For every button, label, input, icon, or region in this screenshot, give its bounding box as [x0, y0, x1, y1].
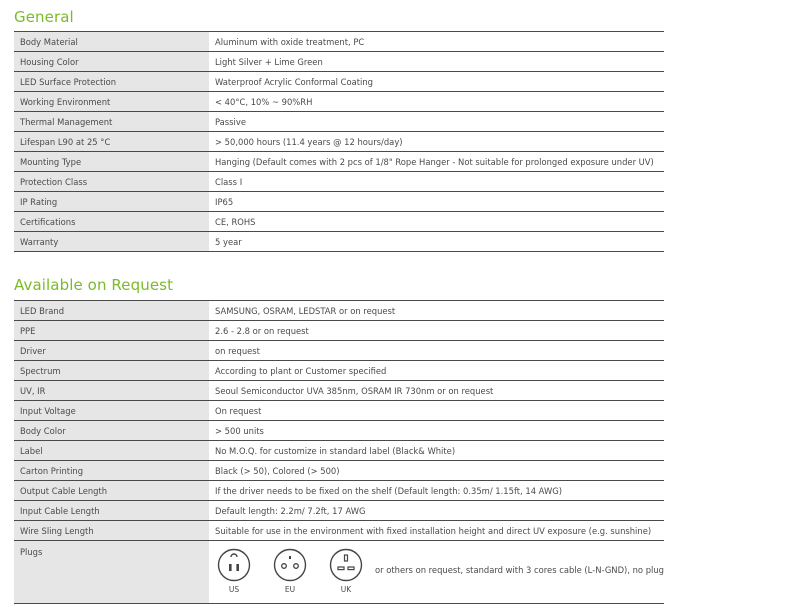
spec-key: Output Cable Length — [14, 481, 209, 501]
spec-row — [14, 521, 664, 541]
spec-row — [14, 32, 664, 52]
spec-key: LED Brand — [14, 301, 209, 321]
plug-label: US — [228, 585, 240, 594]
plug-label: EU — [284, 585, 296, 594]
spec-value: Hanging (Default comes with 2 pcs of 1/8" Rope Hanger - Not suitable for prolonged exposure under UV) — [209, 152, 664, 172]
spec-row — [14, 112, 664, 132]
eu-plug-icon — [273, 548, 307, 582]
spec-value: 5 year — [209, 232, 664, 252]
spec-row — [14, 72, 664, 92]
spec-row — [14, 52, 664, 72]
spec-key: Carton Printing — [14, 461, 209, 481]
spec-value: < 40°C, 10% ~ 90%RH — [209, 92, 664, 112]
us-plug-icon — [217, 548, 251, 582]
spec-row — [14, 341, 664, 361]
request-spec-table — [14, 300, 664, 604]
spec-value: According to plant or Customer specified — [209, 361, 664, 381]
spec-value: 2.6 - 2.8 or on request — [209, 321, 664, 341]
spec-value: > 500 units — [209, 421, 664, 441]
spec-value: Default length: 2.2m/ 7.2ft, 17 AWG — [209, 501, 664, 521]
spec-row — [14, 132, 664, 152]
spec-value: If the driver needs to be fixed on the shelf (Default length: 0.35m/ 1.15ft, 14 AWG) — [209, 481, 664, 501]
spec-row — [14, 232, 664, 252]
spec-value: > 50,000 hours (11.4 years @ 12 hours/day) — [209, 132, 664, 152]
spec-value: on request — [209, 341, 664, 361]
spec-key: Certifications — [14, 212, 209, 232]
spec-key: Mounting Type — [14, 152, 209, 172]
spec-key: UV, IR — [14, 381, 209, 401]
spec-value: IP65 — [209, 192, 664, 212]
spec-value: SAMSUNG, OSRAM, LEDSTAR or on request — [209, 301, 664, 321]
spec-row — [14, 321, 664, 341]
spec-row — [14, 381, 664, 401]
plugs-note: or others on request, standard with 3 cores cable (L-N-GND), no plug — [375, 565, 664, 575]
spec-key: Warranty — [14, 232, 209, 252]
spec-value: CE, ROHS — [209, 212, 664, 232]
spec-row — [14, 92, 664, 112]
spec-row — [14, 461, 664, 481]
spec-value: No M.O.Q. for customize in standard label (Black& White) — [209, 441, 664, 461]
spec-key: Body Material — [14, 32, 209, 52]
spec-row — [14, 172, 664, 192]
spec-value-plugs — [209, 541, 664, 604]
spec-key: PPE — [14, 321, 209, 341]
spec-value: Light Silver + Lime Green — [209, 52, 664, 72]
spec-key: Wire Sling Length — [14, 521, 209, 541]
spec-value: On request — [209, 401, 664, 421]
spec-key: Input Voltage — [14, 401, 209, 421]
plug-label: UK — [340, 585, 352, 594]
spec-row — [14, 152, 664, 172]
spec-key: Spectrum — [14, 361, 209, 381]
spec-key: IP Rating — [14, 192, 209, 212]
spec-row — [14, 401, 664, 421]
spec-value: Black (> 50), Colored (> 500) — [209, 461, 664, 481]
spec-row — [14, 192, 664, 212]
plug-eu — [271, 548, 309, 594]
spec-value: Waterproof Acrylic Conformal Coating — [209, 72, 664, 92]
spec-key: Label — [14, 441, 209, 461]
spec-key: Housing Color — [14, 52, 209, 72]
request-section-title: Available on Request — [14, 276, 174, 294]
general-section-title: General — [14, 8, 74, 26]
spec-row — [14, 481, 664, 501]
spec-key: Working Environment — [14, 92, 209, 112]
spec-value: Seoul Semiconductor UVA 385nm, OSRAM IR 730nm or on request — [209, 381, 664, 401]
plug-uk — [327, 548, 365, 594]
uk-plug-icon — [329, 548, 363, 582]
spec-row — [14, 501, 664, 521]
spec-value: Passive — [209, 112, 664, 132]
spec-row — [14, 301, 664, 321]
spec-row — [14, 361, 664, 381]
spec-key: Thermal Management — [14, 112, 209, 132]
spec-value: Class I — [209, 172, 664, 192]
spec-row-plugs — [14, 541, 664, 604]
spec-key: Protection Class — [14, 172, 209, 192]
spec-key: Input Cable Length — [14, 501, 209, 521]
spec-value: Aluminum with oxide treatment, PC — [209, 32, 664, 52]
general-spec-table — [14, 31, 664, 252]
plug-us — [215, 548, 253, 594]
spec-key: Driver — [14, 341, 209, 361]
spec-value: Suitable for use in the environment with fixed installation height and direct UV exposure (e.g. sunshine) — [209, 521, 664, 541]
spec-row — [14, 441, 664, 461]
spec-row — [14, 212, 664, 232]
spec-key: Body Color — [14, 421, 209, 441]
spec-row — [14, 421, 664, 441]
spec-key: Plugs — [14, 541, 209, 604]
spec-key: Lifespan L90 at 25 °C — [14, 132, 209, 152]
spec-key: LED Surface Protection — [14, 72, 209, 92]
